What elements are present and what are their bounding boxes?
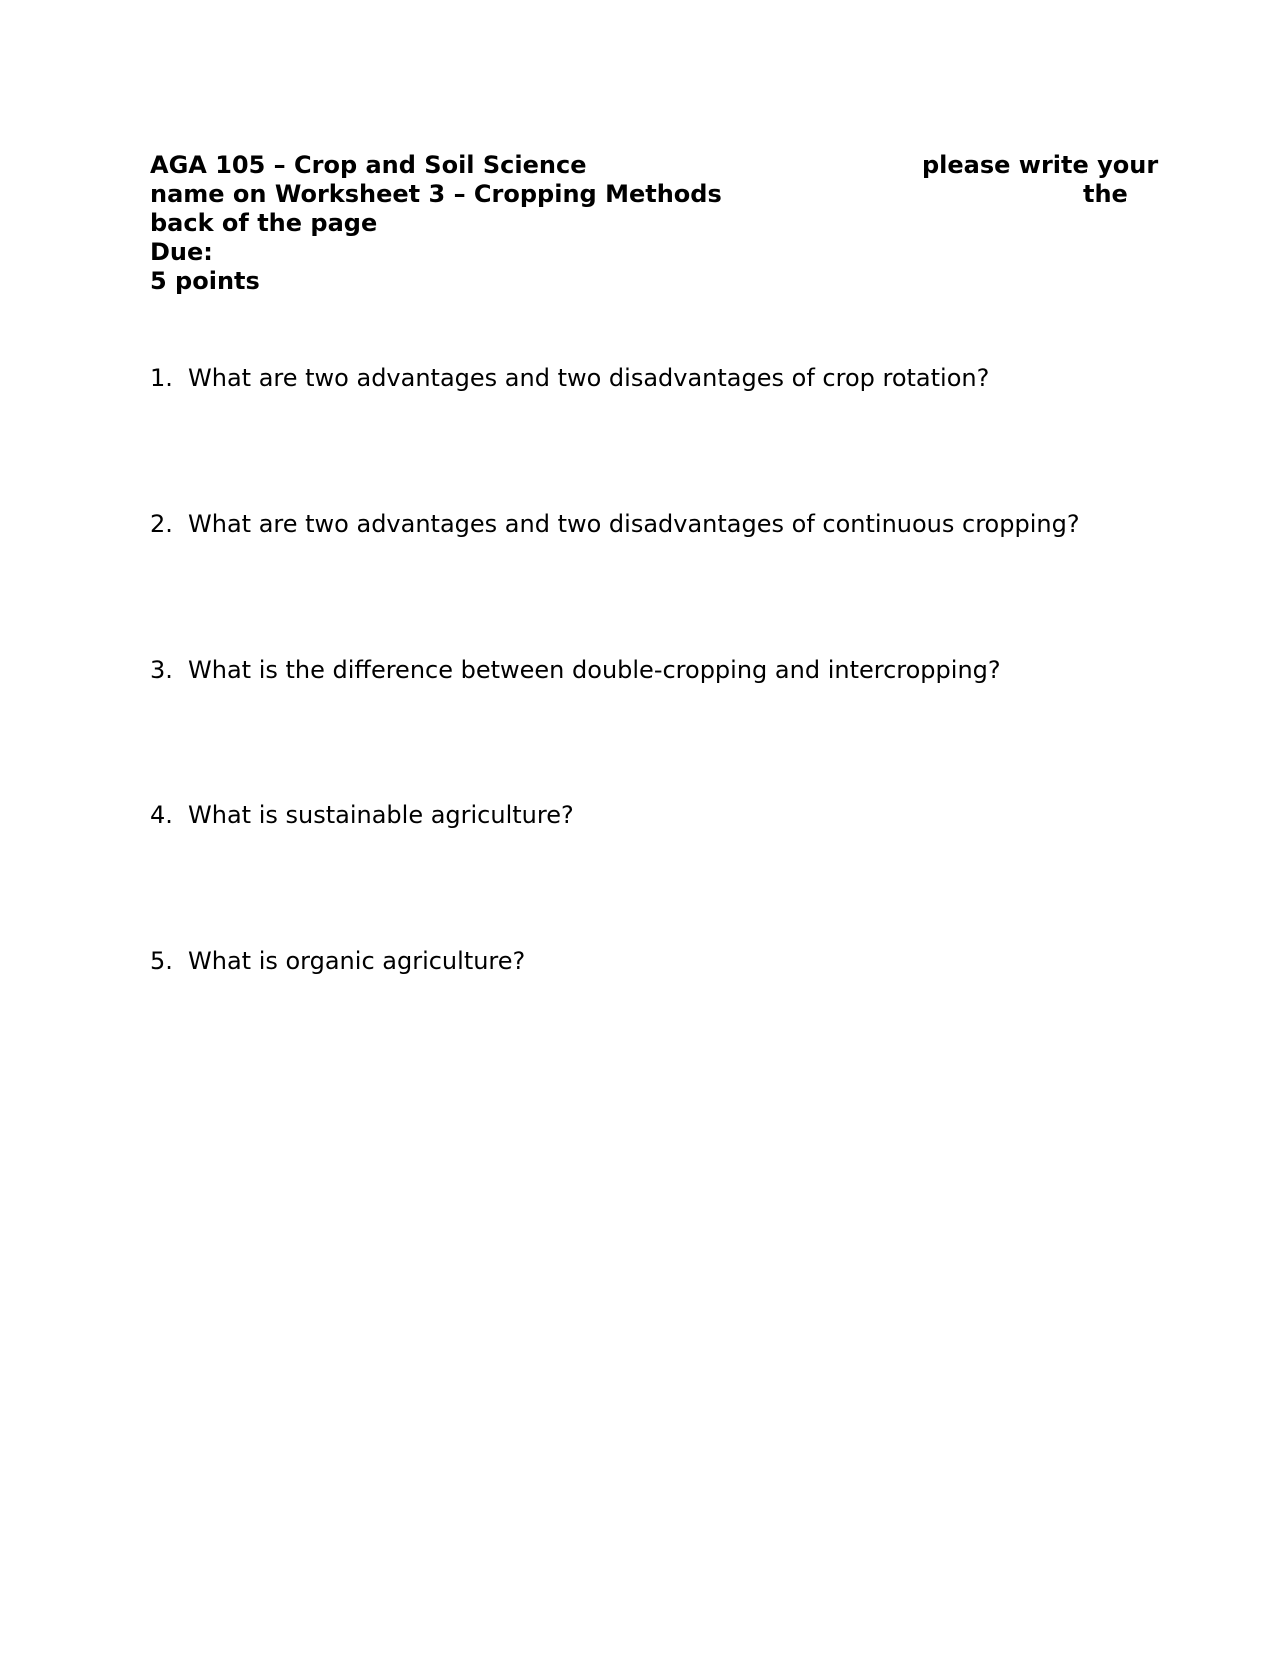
name-instruction-part1: please write your [922, 151, 1159, 179]
question-3 [150, 656, 1001, 685]
question-number: 3. [150, 656, 173, 684]
due-label: Due: [150, 238, 213, 266]
name-instruction-part2: the [1083, 180, 1128, 208]
question-number: 2. [150, 510, 173, 538]
question-1 [150, 364, 989, 393]
question-text: What is organic agriculture? [188, 947, 526, 975]
question-number: 1. [150, 364, 173, 392]
points-label: 5 points [150, 267, 260, 295]
worksheet-title: name on Worksheet 3 – Cropping Methods [150, 180, 722, 208]
name-instruction-part3: back of the page [150, 209, 378, 237]
course-title: AGA 105 – Crop and Soil Science [150, 151, 587, 179]
question-5 [150, 947, 525, 976]
question-text: What are two advantages and two disadvantages of crop rotation? [188, 364, 990, 392]
question-4 [150, 801, 574, 830]
question-number: 5. [150, 947, 173, 975]
question-text: What is sustainable agriculture? [188, 801, 574, 829]
question-2 [150, 510, 1080, 539]
question-number: 4. [150, 801, 173, 829]
question-text: What are two advantages and two disadvantages of continuous cropping? [188, 510, 1080, 538]
question-text: What is the difference between double-cropping and intercropping? [188, 656, 1001, 684]
